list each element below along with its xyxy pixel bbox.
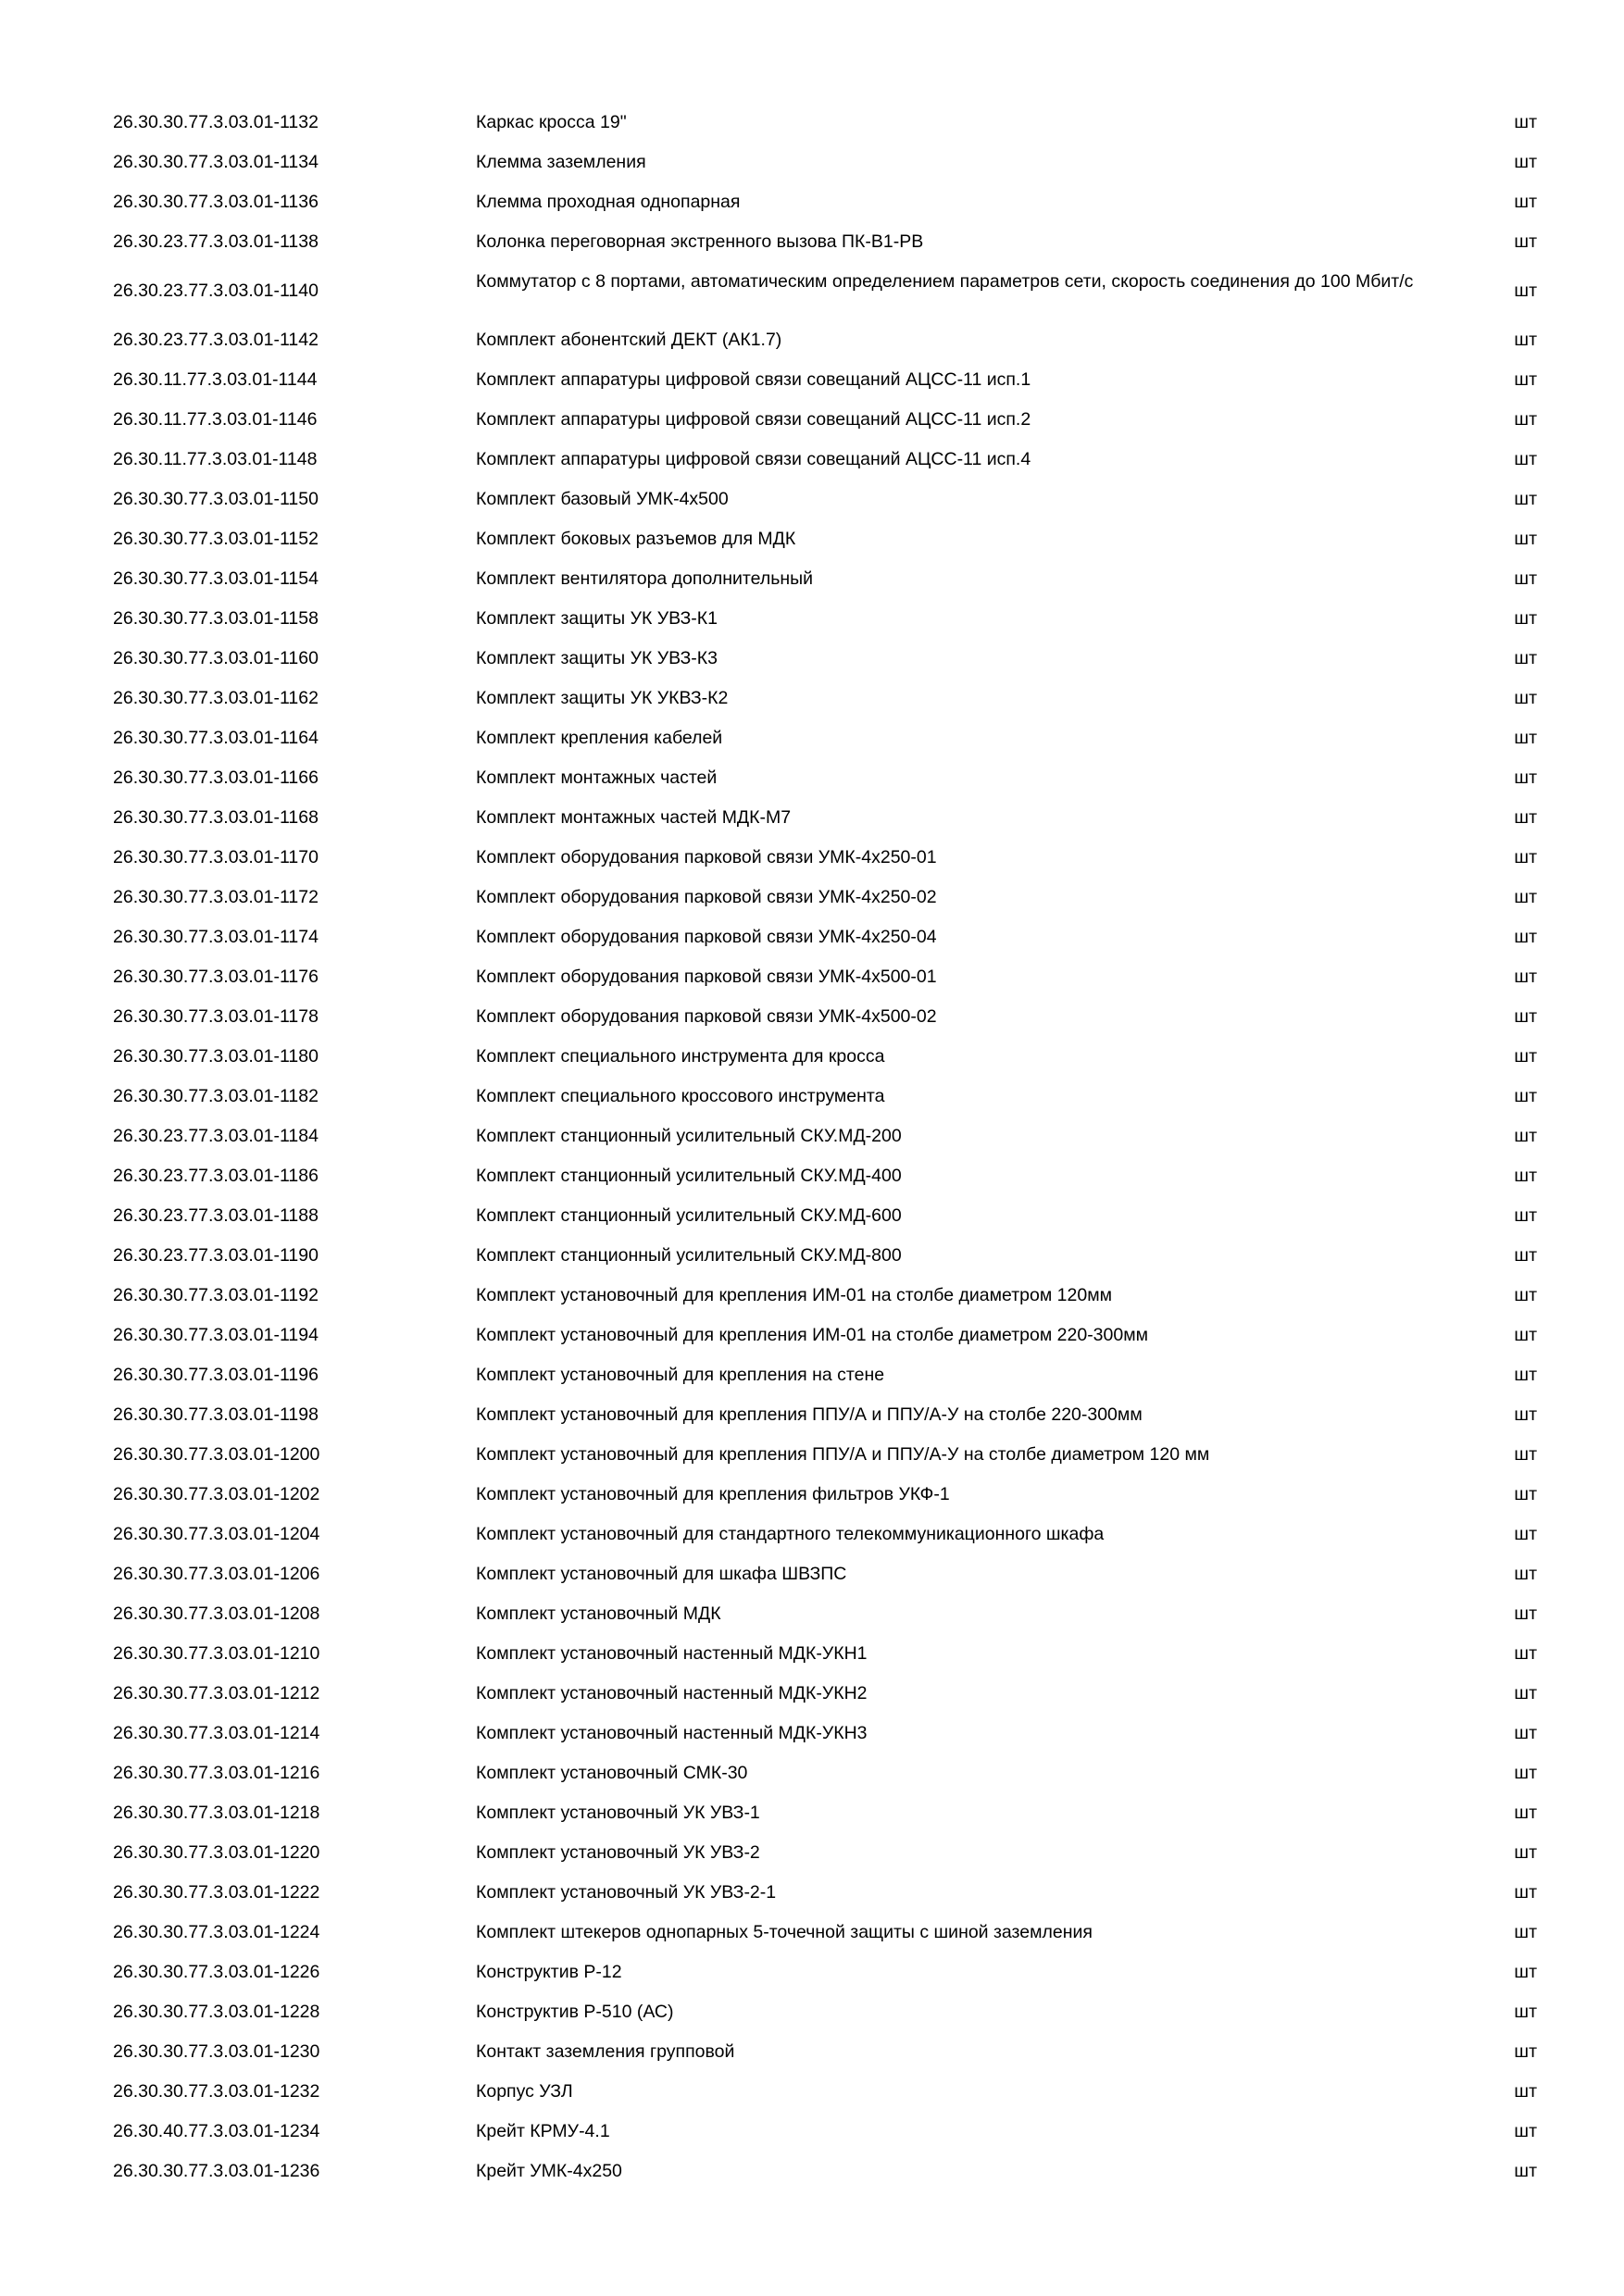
item-unit: шт [1514, 529, 1537, 549]
item-unit: шт [1514, 1763, 1537, 1783]
item-code: 26.30.30.77.3.03.01-1154 [113, 568, 319, 589]
item-name: Комплект крепления кабелей [476, 728, 723, 748]
table-row [113, 261, 1548, 319]
table-row [113, 2031, 1548, 2071]
item-code: 26.30.30.77.3.03.01-1194 [113, 1325, 319, 1345]
item-name: Крейт УМК-4х250 [476, 2161, 622, 2181]
item-code: 26.30.11.77.3.03.01-1146 [113, 409, 318, 430]
item-unit: шт [1514, 1325, 1537, 1345]
item-name: Комплект базовый УМК-4х500 [476, 489, 729, 509]
table-row [113, 1116, 1548, 1155]
item-code: 26.30.30.77.3.03.01-1150 [113, 489, 319, 509]
table-row [113, 518, 1548, 558]
item-code: 26.30.30.77.3.03.01-1232 [113, 2081, 320, 2102]
item-name: Комплект установочный для крепления на стене [476, 1365, 885, 1385]
item-name: Комплект аппаратуры цифровой связи совещаний АЦСС-11 исп.4 [476, 449, 1031, 469]
item-unit: шт [1514, 409, 1537, 430]
item-code: 26.30.30.77.3.03.01-1224 [113, 1922, 320, 1942]
item-code: 26.30.30.77.3.03.01-1160 [113, 648, 319, 668]
table-row [113, 1235, 1548, 1275]
item-code: 26.30.30.77.3.03.01-1176 [113, 967, 319, 987]
table-row [113, 1952, 1548, 1991]
item-code: 26.30.30.77.3.03.01-1226 [113, 1962, 320, 1982]
item-unit: шт [1514, 152, 1537, 172]
item-unit: шт [1514, 1404, 1537, 1425]
item-name: Комплект абонентский ДЕКТ (АК1.7) [476, 330, 782, 350]
table-row [113, 2071, 1548, 2111]
table-row [113, 1633, 1548, 1673]
item-unit: шт [1514, 2041, 1537, 2062]
item-unit: шт [1514, 330, 1537, 350]
item-unit: шт [1514, 648, 1537, 668]
table-row [113, 439, 1548, 479]
item-unit: шт [1514, 767, 1537, 788]
item-code: 26.30.30.77.3.03.01-1228 [113, 2002, 320, 2022]
table-row [113, 1912, 1548, 1952]
item-name: Комплект установочный для крепления ИМ-01 на столбе диаметром 120мм [476, 1285, 1113, 1305]
table-row [113, 1514, 1548, 1554]
table-row [113, 1354, 1548, 1394]
table-row [113, 1713, 1548, 1753]
item-code: 26.30.30.77.3.03.01-1212 [113, 1683, 320, 1703]
item-name: Клемма проходная однопарная [476, 192, 741, 212]
item-unit: шт [1514, 2081, 1537, 2102]
item-unit: шт [1514, 847, 1537, 867]
item-code: 26.30.30.77.3.03.01-1162 [113, 688, 319, 708]
item-name: Комплект установочный настенный МДК-УКН3 [476, 1723, 868, 1743]
table-row [113, 1155, 1548, 1195]
table-row [113, 181, 1548, 221]
table-row [113, 638, 1548, 678]
item-name: Комплект защиты УК УВЗ-К1 [476, 608, 718, 629]
item-name: Крейт КРМУ-4.1 [476, 2121, 610, 2141]
item-code: 26.30.11.77.3.03.01-1144 [113, 369, 318, 390]
item-code: 26.30.30.77.3.03.01-1198 [113, 1404, 319, 1425]
item-unit: шт [1514, 1564, 1537, 1584]
table-row [113, 797, 1548, 837]
item-unit: шт [1514, 887, 1537, 907]
item-code: 26.30.30.77.3.03.01-1132 [113, 112, 319, 132]
item-name: Комплект оборудования парковой связи УМК-4х250-02 [476, 887, 937, 907]
table-row [113, 757, 1548, 797]
item-code: 26.30.30.77.3.03.01-1208 [113, 1603, 320, 1624]
item-unit: шт [1514, 1484, 1537, 1504]
item-name: Колонка переговорная экстренного вызова ПК-В1-РВ [476, 231, 924, 252]
item-name: Комплект установочный для крепления ИМ-01 на столбе диаметром 220-300мм [476, 1325, 1149, 1345]
item-name: Комплект станционный усилительный СКУ.МД-800 [476, 1245, 902, 1266]
table-row [113, 1554, 1548, 1593]
item-name: Конструктив Р-510 (АС) [476, 2002, 674, 2022]
item-code: 26.30.30.77.3.03.01-1168 [113, 807, 319, 828]
item-unit: шт [1514, 1803, 1537, 1823]
item-unit: шт [1514, 449, 1537, 469]
table-row [113, 678, 1548, 718]
item-unit: шт [1514, 231, 1537, 252]
item-name: Комплект установочный настенный МДК-УКН1 [476, 1643, 868, 1664]
item-name: Комплект установочный для крепления ППУ/А и ППУ/А-У на столбе диаметром 120 мм [476, 1444, 1210, 1465]
item-name: Комплект монтажных частей МДК-М7 [476, 807, 792, 828]
item-code: 26.30.30.77.3.03.01-1210 [113, 1643, 320, 1664]
item-name: Контакт заземления групповой [476, 2041, 735, 2062]
item-name: Комплект специального кроссового инструмента [476, 1086, 885, 1106]
item-name: Комплект монтажных частей [476, 767, 718, 788]
item-code: 26.30.30.77.3.03.01-1172 [113, 887, 319, 907]
table-row [113, 558, 1548, 598]
item-name: Комплект установочный УК УВЗ-1 [476, 1803, 760, 1823]
item-code: 26.30.30.77.3.03.01-1174 [113, 927, 319, 947]
item-unit: шт [1514, 1444, 1537, 1465]
item-name: Комплект оборудования парковой связи УМК-4х500-02 [476, 1006, 937, 1027]
item-name: Комплект аппаратуры цифровой связи совещаний АЦСС-11 исп.2 [476, 409, 1031, 430]
table-row [113, 996, 1548, 1036]
table-row [113, 1394, 1548, 1434]
item-code: 26.30.23.77.3.03.01-1190 [113, 1245, 319, 1266]
table-row [113, 479, 1548, 518]
item-unit: шт [1514, 608, 1537, 629]
item-name: Комплект установочный настенный МДК-УКН2 [476, 1683, 868, 1703]
item-name: Комплект установочный для крепления фильтров УКФ-1 [476, 1484, 950, 1504]
table-row [113, 1036, 1548, 1076]
table-row [113, 1434, 1548, 1474]
table-row [113, 319, 1548, 359]
table-row [113, 1593, 1548, 1633]
item-unit: шт [1514, 1086, 1537, 1106]
item-name: Комплект оборудования парковой связи УМК-4х250-01 [476, 847, 937, 867]
item-unit: шт [1514, 1524, 1537, 1544]
table-row [113, 837, 1548, 877]
item-name: Коммутатор с 8 портами, автоматическим определением параметров сети, скорость соединения до 100 Мбит/с [476, 271, 1414, 292]
item-name: Каркас кросса 19" [476, 112, 627, 132]
item-code: 26.30.23.77.3.03.01-1142 [113, 330, 319, 350]
item-code: 26.30.30.77.3.03.01-1222 [113, 1882, 320, 1903]
item-code: 26.30.23.77.3.03.01-1138 [113, 231, 319, 252]
item-code: 26.30.30.77.3.03.01-1134 [113, 152, 319, 172]
table-row [113, 1792, 1548, 1832]
table-row [113, 1991, 1548, 2031]
item-name: Комплект станционный усилительный СКУ.МД-600 [476, 1205, 902, 1226]
table-row [113, 1195, 1548, 1235]
item-code: 26.30.30.77.3.03.01-1200 [113, 1444, 320, 1465]
item-name: Комплект установочный УК УВЗ-2-1 [476, 1882, 777, 1903]
item-name: Комплект установочный для шкафа ШВЗПС [476, 1564, 847, 1584]
item-name: Клемма заземления [476, 152, 646, 172]
item-list [113, 102, 1548, 2190]
item-unit: шт [1514, 1683, 1537, 1703]
item-code: 26.30.30.77.3.03.01-1202 [113, 1484, 320, 1504]
item-name: Комплект установочный УК УВЗ-2 [476, 1842, 760, 1863]
item-unit: шт [1514, 112, 1537, 132]
item-unit: шт [1514, 1922, 1537, 1942]
item-name: Корпус УЗЛ [476, 2081, 573, 2102]
item-code: 26.30.23.77.3.03.01-1140 [113, 281, 319, 301]
item-code: 26.30.30.77.3.03.01-1152 [113, 529, 319, 549]
item-code: 26.30.30.77.3.03.01-1204 [113, 1524, 320, 1544]
item-unit: шт [1514, 1245, 1537, 1266]
item-code: 26.30.30.77.3.03.01-1164 [113, 728, 319, 748]
item-name: Комплект установочный СМК-30 [476, 1763, 748, 1783]
item-code: 26.30.30.77.3.03.01-1220 [113, 1842, 320, 1863]
item-unit: шт [1514, 568, 1537, 589]
table-row [113, 1832, 1548, 1872]
table-row [113, 956, 1548, 996]
item-name: Комплект аппаратуры цифровой связи совещаний АЦСС-11 исп.1 [476, 369, 1031, 390]
table-row [113, 1076, 1548, 1116]
item-code: 26.30.23.77.3.03.01-1184 [113, 1126, 319, 1146]
table-row [113, 1753, 1548, 1792]
item-code: 26.30.30.77.3.03.01-1230 [113, 2041, 320, 2062]
item-unit: шт [1514, 489, 1537, 509]
table-row [113, 1673, 1548, 1713]
item-unit: шт [1514, 927, 1537, 947]
item-name: Комплект боковых разъемов для МДК [476, 529, 796, 549]
table-row [113, 1474, 1548, 1514]
table-row [113, 1275, 1548, 1315]
item-unit: шт [1514, 728, 1537, 748]
item-code: 26.30.30.77.3.03.01-1218 [113, 1803, 320, 1823]
item-unit: шт [1514, 1285, 1537, 1305]
item-code: 26.30.30.77.3.03.01-1136 [113, 192, 319, 212]
item-code: 26.30.30.77.3.03.01-1182 [113, 1086, 319, 1106]
item-unit: шт [1514, 1882, 1537, 1903]
table-row [113, 718, 1548, 757]
item-unit: шт [1514, 1962, 1537, 1982]
table-row [113, 1315, 1548, 1354]
table-row [113, 102, 1548, 142]
item-code: 26.30.30.77.3.03.01-1158 [113, 608, 319, 629]
item-code: 26.30.30.77.3.03.01-1170 [113, 847, 319, 867]
item-code: 26.30.30.77.3.03.01-1192 [113, 1285, 319, 1305]
table-row [113, 917, 1548, 956]
item-unit: шт [1514, 1046, 1537, 1067]
item-unit: шт [1514, 1603, 1537, 1624]
item-unit: шт [1514, 281, 1537, 301]
item-name: Комплект установочный для стандартного телекоммуникационного шкафа [476, 1524, 1105, 1544]
item-name: Конструктив Р-12 [476, 1962, 622, 1982]
item-unit: шт [1514, 807, 1537, 828]
item-code: 26.30.40.77.3.03.01-1234 [113, 2121, 320, 2141]
item-code: 26.30.23.77.3.03.01-1188 [113, 1205, 319, 1226]
table-row [113, 359, 1548, 399]
item-name: Комплект штекеров однопарных 5-точечной защиты с шиной заземления [476, 1922, 1093, 1942]
item-code: 26.30.30.77.3.03.01-1206 [113, 1564, 320, 1584]
table-row [113, 1872, 1548, 1912]
item-unit: шт [1514, 369, 1537, 390]
item-name: Комплект станционный усилительный СКУ.МД-200 [476, 1126, 902, 1146]
item-code: 26.30.30.77.3.03.01-1236 [113, 2161, 320, 2181]
item-unit: шт [1514, 688, 1537, 708]
table-row [113, 399, 1548, 439]
item-code: 26.30.30.77.3.03.01-1178 [113, 1006, 319, 1027]
item-name: Комплект защиты УК УКВЗ-К2 [476, 688, 729, 708]
item-name: Комплект установочный для крепления ППУ/А и ППУ/А-У на столбе 220-300мм [476, 1404, 1143, 1425]
item-name: Комплект оборудования парковой связи УМК-4х500-01 [476, 967, 937, 987]
item-unit: шт [1514, 2002, 1537, 2022]
item-name: Комплект станционный усилительный СКУ.МД-400 [476, 1166, 902, 1186]
table-row [113, 598, 1548, 638]
table-row [113, 142, 1548, 181]
item-code: 26.30.30.77.3.03.01-1214 [113, 1723, 320, 1743]
item-code: 26.30.11.77.3.03.01-1148 [113, 449, 318, 469]
item-unit: шт [1514, 192, 1537, 212]
item-unit: шт [1514, 1365, 1537, 1385]
item-code: 26.30.30.77.3.03.01-1216 [113, 1763, 320, 1783]
item-unit: шт [1514, 1205, 1537, 1226]
item-unit: шт [1514, 1723, 1537, 1743]
item-unit: шт [1514, 1126, 1537, 1146]
item-unit: шт [1514, 967, 1537, 987]
item-unit: шт [1514, 2161, 1537, 2181]
item-name: Комплект установочный МДК [476, 1603, 721, 1624]
table-row [113, 877, 1548, 917]
item-unit: шт [1514, 2121, 1537, 2141]
item-name: Комплект защиты УК УВЗ-К3 [476, 648, 718, 668]
item-code: 26.30.30.77.3.03.01-1166 [113, 767, 319, 788]
item-unit: шт [1514, 1643, 1537, 1664]
item-name: Комплект оборудования парковой связи УМК-4х250-04 [476, 927, 937, 947]
item-code: 26.30.30.77.3.03.01-1180 [113, 1046, 319, 1067]
item-code: 26.30.30.77.3.03.01-1196 [113, 1365, 319, 1385]
item-code: 26.30.23.77.3.03.01-1186 [113, 1166, 319, 1186]
item-name: Комплект специального инструмента для кросса [476, 1046, 885, 1067]
table-row [113, 2111, 1548, 2151]
item-unit: шт [1514, 1166, 1537, 1186]
item-name: Комплект вентилятора дополнительный [476, 568, 814, 589]
item-unit: шт [1514, 1006, 1537, 1027]
table-row [113, 2151, 1548, 2190]
item-unit: шт [1514, 1842, 1537, 1863]
table-row [113, 221, 1548, 261]
